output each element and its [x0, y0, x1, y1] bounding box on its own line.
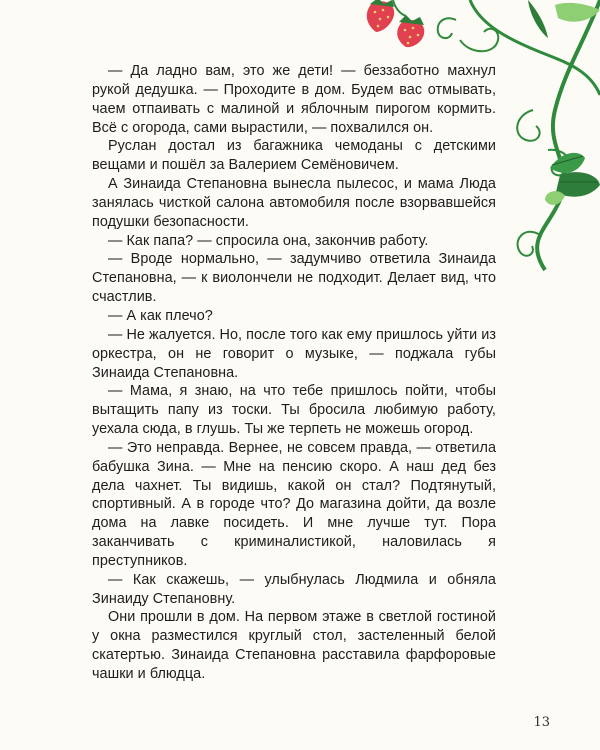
- strawberry-2: [397, 15, 424, 47]
- strawberry-1: [367, 0, 394, 32]
- paragraph: Они прошли в дом. На первом этаже в светлой гостиной у окна разместился круглый стол, застеленный белой скатертью. Зинаида Степановна расставила фарфоровые чашки и блюдца.: [92, 609, 496, 682]
- paragraph: — А как плечо?: [108, 307, 213, 324]
- paragraph: — Как скажешь, — улыбнулась Людмила и обняла Зинаиду Степановну.: [92, 571, 496, 607]
- strawberry-stem: [393, 0, 406, 16]
- paragraph: — Это неправда. Вернее, не совсем правда, — ответила бабушка Зина. — Мне на пенсию скоро. А наш дед без дела чахнет. Ты видишь, какой он стал? Подтянутый, спортивный. А в городе что? До магазина дойти, да возле дома на лавке посидеть. И мне лучше тут. Пора заканчивать с криминалистикой, наловилась я преступников.: [92, 439, 496, 569]
- page-number: 13: [533, 715, 550, 730]
- vine-tendril-5: [518, 232, 540, 256]
- paragraph: Руслан достал из багажника чемоданы с детскими вещами и пошёл за Валерием Семёновичем.: [92, 138, 496, 174]
- paragraph: А Зинаида Степановна вынесла пылесос, и мама Люда занялась чисткой салона автомобиля после взорвавшейся подушки безопасности.: [92, 176, 496, 230]
- paragraph: — Не жалуется. Но, после того как ему пришлось уйти из оркестра, он не говорит о музыке, — поджала губы Зинаида Степановна.: [92, 326, 496, 381]
- paragraph: — Мама, я знаю, на что тебе пришлось пойти, чтобы вытащить папу из тоски. Ты бросила любимую работу, уехала сюда, в глушь. Ты же терпеть не можешь огород.: [92, 383, 496, 438]
- leaf-mid-right: [556, 172, 600, 197]
- vine-stem: [537, 0, 600, 270]
- leaf-vein-2: [552, 156, 583, 165]
- paragraph: — Как папа? — спросила она, закончив работу.: [108, 232, 429, 249]
- leaf-mid-right-2: [545, 191, 565, 205]
- leaf-top-right: [528, 0, 548, 38]
- body-text: [92, 62, 496, 684]
- leaf-lower-right: [550, 153, 585, 173]
- leaf-top-right-2: [555, 3, 600, 22]
- vine-tendril-4: [438, 18, 456, 38]
- paragraph: — Да ладно вам, это же дети! — беззаботно махнул рукой дедушка. — Проходите в дом. Будем вас отмывать, чаем отпаивать с малиной и яблочным пирогом кормить. Всё с огорода, сами вырастили, — похвалился он.: [92, 63, 496, 136]
- vine-tendril-1: [460, 29, 498, 52]
- paragraph: — Вроде нормально, — задумчиво ответила Зинаида Степановна, — к виолончели не подходит. Делает вид, что счастлив.: [92, 251, 496, 306]
- vine-tendril-3: [548, 150, 570, 176]
- vine-tendril-2: [517, 110, 539, 141]
